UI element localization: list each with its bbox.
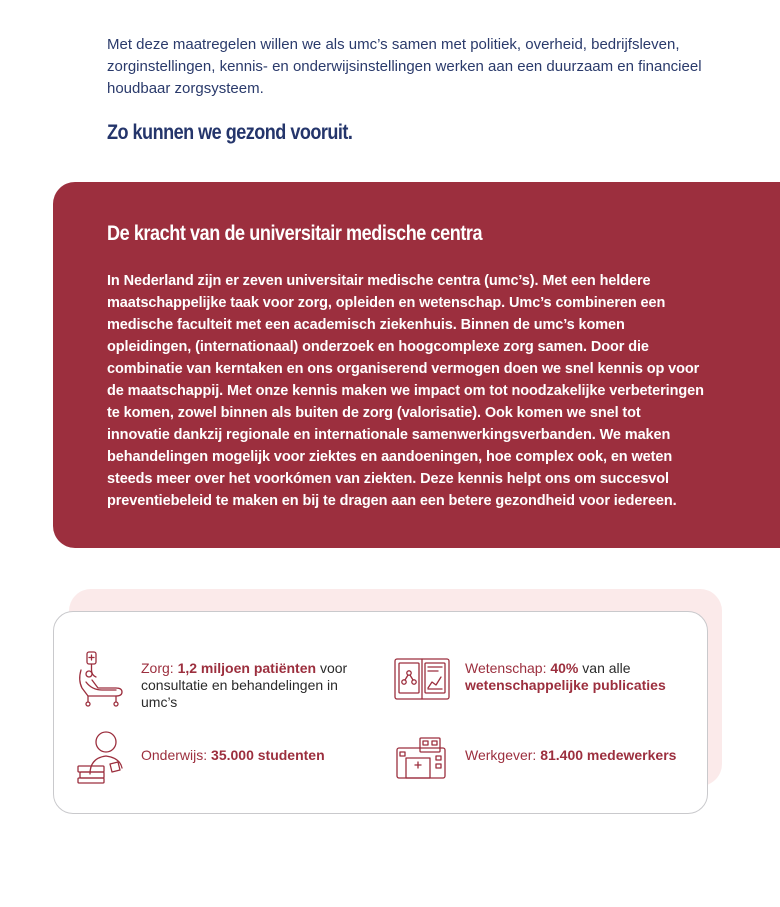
stats-card [53, 611, 708, 814]
stat-wetenschap [465, 660, 695, 694]
patient-chair-icon [76, 650, 128, 708]
publication-icon [394, 658, 450, 700]
stat-zorg [141, 660, 356, 711]
stat-wetenschap-middle: van alle [578, 660, 631, 676]
stat-werkgever [465, 747, 695, 764]
tagline-heading: Zo kunnen we gezond vooruit. [107, 121, 353, 144]
stat-wetenschap-label: Wetenschap: [465, 660, 551, 676]
stat-onderwijs-value: 35.000 studenten [211, 747, 325, 763]
hospital-building-icon [396, 736, 446, 780]
intro-paragraph: Met deze maatregelen willen we als umc’s samen met politiek, overheid, bedrijfsleven, zorginstellingen, kennis- en onderwijsinstellingen werken aan een duurzaam en financieel houdbaar zorgsysteem. [107, 36, 702, 97]
stat-zorg-value: 1,2 miljoen patiënten [177, 660, 317, 676]
stat-werkgever-label: Werkgever: [465, 747, 541, 763]
panel-title: De kracht van de universitair medische centra [107, 222, 483, 245]
stat-zorg-label: Zorg: [141, 660, 178, 676]
stat-wetenschap-value: 40% [550, 660, 579, 676]
student-books-icon [76, 730, 126, 784]
stat-wetenschap-value2: wetenschappelijke publicaties [465, 677, 666, 693]
stat-zorg-rest: voor consultatie en behandelingen in umc’s [141, 660, 348, 710]
stat-onderwijs-label: Onderwijs: [141, 747, 212, 763]
panel-body: In Nederland zijn er zeven universitair medische centra (umc’s). Met een heldere maatschappelijke taak voor zorg, opleiden en wetenschap. Umc’s combineren een medische faculteit met een academisch ziekenhuis. Binnen de umc’s komen opleidingen, (internationaal) onderzoek en hoogcomplexe zorg samen. Door die combinatie van kerntaken en ons organiserend vermogen doen we snel kennis op voor de maatschappij. Met onze kennis maken we impact om tot noodzakelijke verbeteringen te komen, zowel binnen als buiten de zorg (valorisatie). Ook komen we snel tot innovatie dankzij regionale en internationale samenwerkingsverbanden. We maken behandelingen mogelijk voor ziektes en aandoeningen, hoe complex ook, en weten steeds meer over het voorkómen van ziekten. Deze kennis helpt ons om succesvol preventiebeleid te maken en bij te dragen aan een betere gezondheid voor iedereen. [107, 273, 704, 509]
stat-werkgever-value: 81.400 medewerkers [540, 747, 677, 763]
stat-onderwijs [141, 747, 361, 764]
